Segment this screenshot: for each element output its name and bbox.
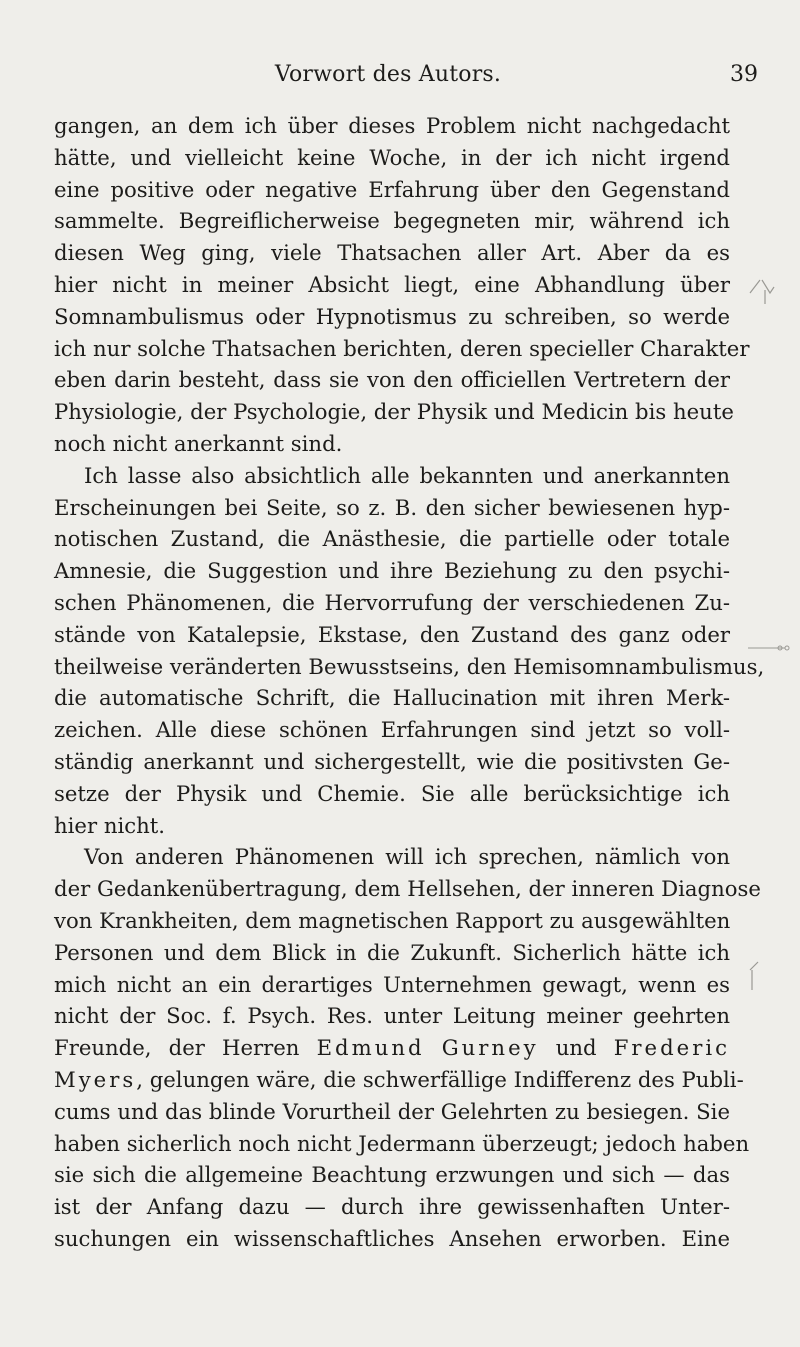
page-number: 39	[730, 62, 758, 87]
text-line	[54, 1032, 730, 1064]
margin-annotation-marks	[740, 0, 800, 1343]
text-line: von Krankheiten, dem magnetischen Rapport zu ausgewählten	[54, 907, 731, 933]
text-line: haben sicherlich noch nicht Jedermann überzeugt; jedoch haben	[54, 1130, 750, 1156]
name-gurney: Gurney	[441, 1035, 539, 1061]
text-line: Ich lasse also absichtlich alle bekannten und anerkannten	[84, 462, 730, 488]
text-line: suchungen ein wissenschaftliches Ansehen erworben. Eine	[54, 1225, 730, 1251]
text-line	[54, 1064, 744, 1096]
correction-dot-icon	[785, 646, 789, 650]
text-line: noch nicht anerkannt sind.	[54, 430, 343, 456]
name-frederic: Frederic	[613, 1035, 730, 1061]
text-line: Amnesie, die Suggestion und ihre Beziehung zu den psychi-	[54, 558, 730, 584]
text-line: hätte, und vielleicht keine Woche, in der ich nicht irgend	[54, 144, 730, 170]
text-line: setze der Physik und Chemie. Sie alle berücksichtige ich	[54, 780, 730, 806]
correction-mark-icon	[750, 280, 774, 293]
text-line: Physiologie, der Psychologie, der Physik und Medicin bis heute	[54, 399, 734, 425]
text-line: diesen Weg ging, viele Thatsachen aller Art. Aber da es	[54, 240, 730, 266]
text-segment: , gelungen wäre, die schwerfällige Indifferenz des Publi-	[136, 1066, 744, 1092]
text-line: eben darin besteht, dass sie von den officiellen Vertretern der	[54, 367, 730, 393]
text-line: nicht der Soc. f. Psych. Res. unter Leitung meiner geehrten	[54, 1003, 730, 1029]
text-line: zeichen. Alle diese schönen Erfahrungen sind jetzt so voll-	[54, 717, 730, 743]
name-edmund: Edmund	[316, 1035, 425, 1061]
text-segment: und	[555, 1035, 597, 1061]
running-title: Vorwort des Autors.	[274, 62, 502, 87]
text-line: Somnambulismus oder Hypnotismus zu schreiben, so werde	[54, 303, 730, 329]
correction-mark-icon	[750, 962, 758, 990]
text-line: ist der Anfang dazu — durch ihre gewissenhaften Unter-	[54, 1194, 730, 1220]
name-myers: Myers	[54, 1066, 137, 1092]
text-line: stände von Katalepsie, Ekstase, den Zustand des ganz oder	[54, 621, 730, 647]
body-text	[54, 110, 765, 1255]
text-line: die automatische Schrift, die Hallucination mit ihren Merk-	[54, 685, 730, 711]
text-line: cums und das blinde Vorurtheil der Gelehrten zu besiegen. Sie	[54, 1098, 730, 1124]
running-head	[0, 62, 800, 92]
text-line: sie sich die allgemeine Beachtung erzwungen und sich — das	[54, 1162, 730, 1188]
text-line: hier nicht.	[54, 812, 166, 838]
text-line: schen Phänomenen, die Hervorrufung der verschiedenen Zu-	[54, 589, 730, 615]
text-line: sammelte. Begreiflicherweise begegneten mir, während ich	[54, 208, 730, 234]
text-line: Erscheinungen bei Seite, so z. B. den sicher bewiesenen hyp-	[54, 494, 730, 520]
text-line: ich nur solche Thatsachen berichten, deren specieller Charakter	[54, 335, 750, 361]
text-line: notischen Zustand, die Anästhesie, die partielle oder totale	[54, 526, 730, 552]
text-line: Personen und dem Blick in die Zukunft. Sicherlich hätte ich	[54, 939, 730, 965]
text-line: eine positive oder negative Erfahrung über den Gegenstand	[54, 176, 730, 202]
text-line: der Gedankenübertragung, dem Hellsehen, der inneren Diagnose	[54, 876, 761, 902]
text-line: ständig anerkannt und sichergestellt, wie die positivsten Ge-	[54, 748, 730, 774]
text-line: hier nicht in meiner Absicht liegt, eine Abhandlung über	[54, 271, 730, 297]
text-line: mich nicht an ein derartiges Unternehmen gewagt, wenn es	[54, 971, 730, 997]
text-segment: Freunde, der Herren	[54, 1035, 300, 1061]
text-line: theilweise veränderten Bewusstseins, den Hemisomnambulismus,	[54, 653, 765, 679]
margin-marks	[740, 0, 800, 1343]
text-line: Von anderen Phänomenen will ich sprechen, nämlich von	[84, 844, 730, 870]
text-line: gangen, an dem ich über dieses Problem nicht nachgedacht	[54, 113, 730, 138]
